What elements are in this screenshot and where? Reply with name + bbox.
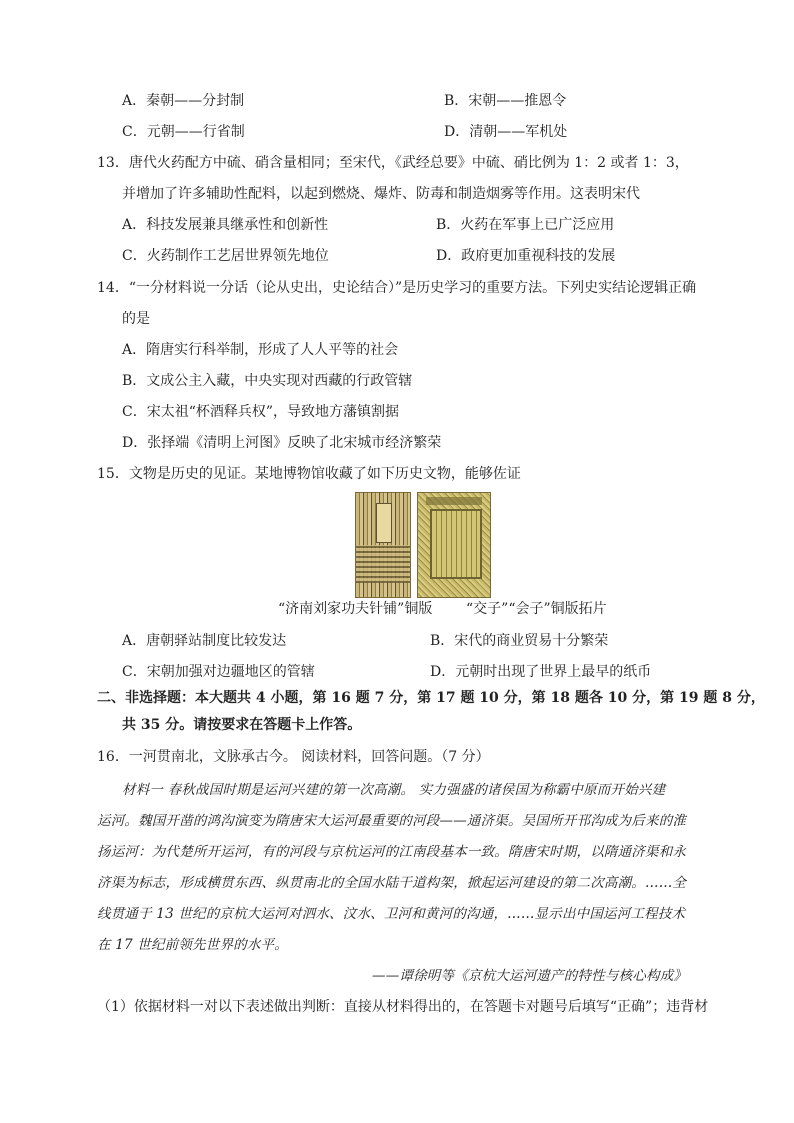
material1-line2: 运河。魏国开凿的鸿沟演变为隋唐宋大运河最重要的河段——通济渠。吴国所开邗沟成为后来的淮 <box>97 813 687 829</box>
material1-line3: 扬运河：为代楚所开运河，有的河段与京杭运河的江南段基本一致。隋唐宋时期，以隋通济渠和永 <box>97 844 687 860</box>
jiaozi-rubbing-image <box>417 492 491 598</box>
q12-option-c: C．元朝——行省制 <box>122 124 245 140</box>
material1-line1: 材料一 春秋战国时期是运河兴建的第一次高潮。 实力强盛的诸侯国为称霸中原而开始兴建 <box>122 782 666 798</box>
q15-option-b: B．宋代的商业贸易十分繁荣 <box>430 633 609 649</box>
q15-stem: 15．文物是历史的见证。某地博物馆收藏了如下历史文物，能够佐证 <box>97 466 521 482</box>
material1-source: ——谭徐明等《京杭大运河遗产的特性与核心构成》 <box>372 968 688 984</box>
q12-option-a: A．秦朝——分封制 <box>122 93 245 109</box>
q13-option-b: B．火药在军事上已广泛应用 <box>436 217 615 233</box>
material1-line5: 线贯通于 13 世纪的京杭大运河对泗水、汶水、卫河和黄河的沟通，……显示出中国运河工程技术 <box>97 906 686 922</box>
q13-option-c: C．火药制作工艺居世界领先地位 <box>122 248 329 264</box>
q13-option-d: D．政府更加重视科技的发展 <box>436 248 616 264</box>
q13-stem-line2: 并增加了许多辅助性配料，以起到燃烧、爆炸、防毒和制造烟雾等作用。这表明宋代 <box>122 186 640 202</box>
caption-jiaozi-rubbing: “交子”“会子”铜版拓片 <box>466 601 607 617</box>
q14-option-d: D．张择端《清明上河图》反映了北宋城市经济繁荣 <box>122 435 442 451</box>
q14-option-a: A．隋唐实行科举制，形成了人人平等的社会 <box>122 342 399 358</box>
q13-stem-line1: 13．唐代火药配方中硫、硝含量相同；至宋代，《武经总要》中硫、硝比例为 1：2 或者 1：3， <box>97 155 689 171</box>
q15-option-a: A．唐朝驿站制度比较发达 <box>122 633 287 649</box>
q12-option-d: D．清朝——军机处 <box>444 124 568 140</box>
q14-stem-line1: 14．“一分材料说一分话（论从史出，史论结合）”是历史学习的重要方法。下列史实结论逻辑正确 <box>97 280 697 296</box>
q14-stem-line2: 的是 <box>122 311 150 327</box>
material1-line4: 济渠为标志，形成横贯东西、纵贯南北的全国水陆干道构架，掀起运河建设的第二次高潮。……全 <box>97 875 687 891</box>
section2-heading-line2: 共 35 分。请按要求在答题卡上作答。 <box>122 717 362 733</box>
copper-plate-image <box>355 492 411 598</box>
section2-heading-line1: 二、非选择题：本大题共 4 小题，第 16 题 7 分，第 17 题 10 分，第 18 题各 10 分，第 19 题 8 分， <box>97 690 765 706</box>
caption-copper-plate: “济南刘家功夫针铺”铜版 <box>278 601 433 617</box>
q15-option-d: D．元朝时出现了世界上最早的纸币 <box>430 664 652 680</box>
q13-option-a: A．科技发展兼具继承性和创新性 <box>122 217 329 233</box>
material1-line6: 在 17 世纪前领先世界的水平。 <box>97 937 288 953</box>
q12-option-b: B．宋朝——推恩令 <box>444 93 567 109</box>
q16-subquestion-1: （1）依据材料一对以下表述做出判断：直接从材料得出的，在答题卡对题号后填写“正确”；违背材 <box>97 999 709 1015</box>
q16-stem: 16．一河贯南北，文脉承古今。 阅读材料，回答问题。（7 分） <box>97 749 490 765</box>
q14-option-b: B．文成公主入藏，中央实现对西藏的行政管辖 <box>122 373 413 389</box>
q15-option-c: C．宋朝加强对边疆地区的管辖 <box>122 664 315 680</box>
q14-option-c: C．宋太祖“杯酒释兵权”，导致地方藩镇割据 <box>122 404 400 420</box>
